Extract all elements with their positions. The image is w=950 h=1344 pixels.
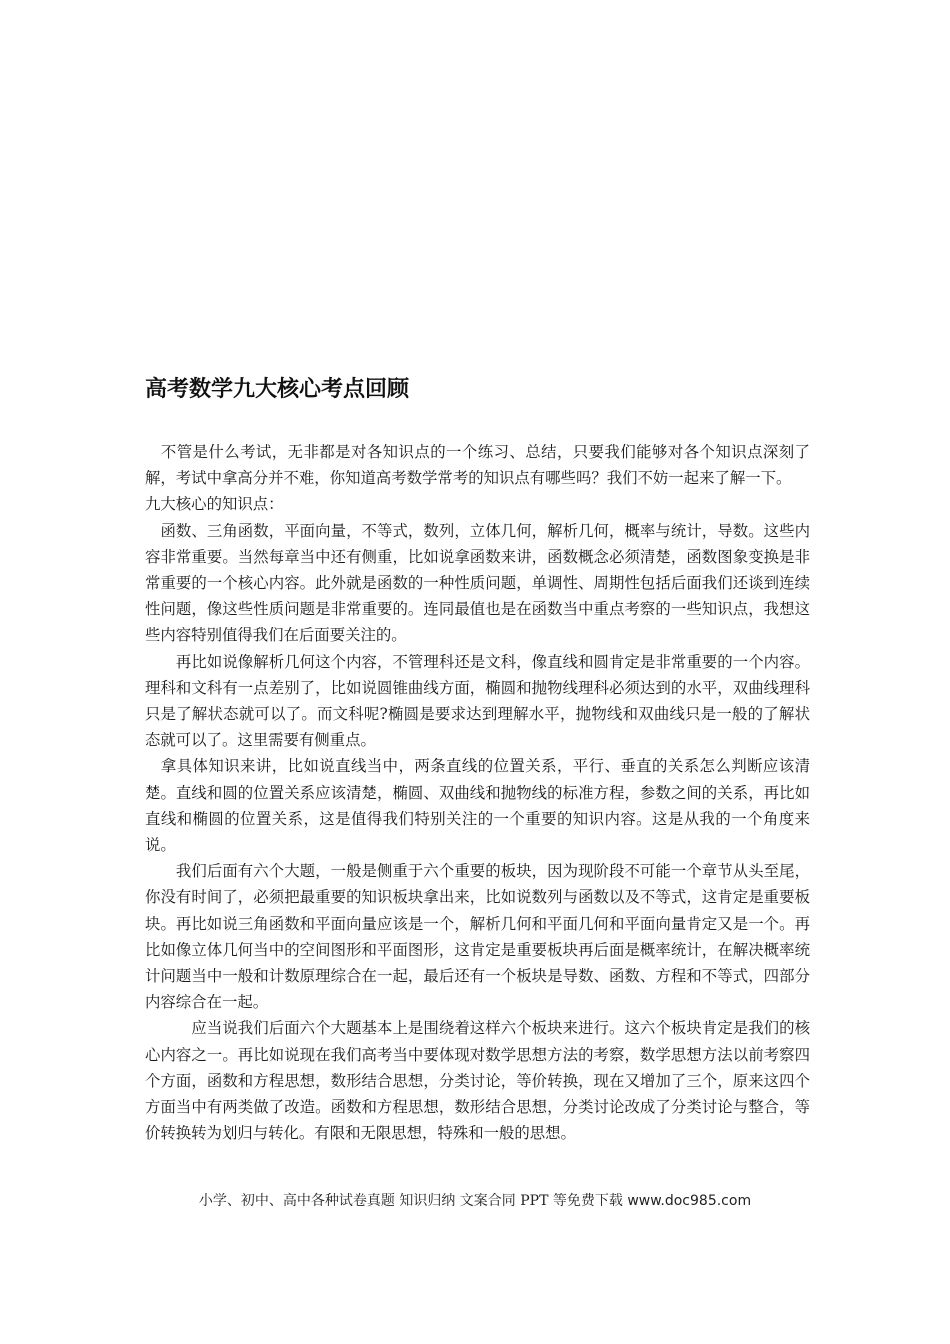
paragraph-analytic-geometry: 再比如说像解析几何这个内容，不管理科还是文科，像直线和圆肯定是非常重要的一个内容。理科和文科有一点差别了，比如说圆锥曲线方面，椭圆和抛物线理科必须达到的水平，双曲线理科只是了解状态就可以了。而文科呢?椭圆是要求达到理解水平，抛物线和双曲线只是一般的了解状态就可以了。这里需要有侧重点。 [145, 652, 810, 750]
paragraph-lines-circles: 拿具体知识来讲，比如说直线当中，两条直线的位置关系，平行、垂直的关系怎么判断应该清楚。直线和圆的位置关系应该清楚，椭圆、双曲线和抛物线的标准方程，参数之间的关系，再比如直线和椭圆的位置关系，这是值得我们特别关注的一个重要的知识内容。这是从我的一个角度来说。 [145, 757, 810, 855]
document-title: 高考数学九大核心考点回顾 [145, 377, 410, 402]
paragraph-intro: 不管是什么考试，无非都是对各知识点的一个练习、总结，只要我们能够对各个知识点深刻了解，考试中拿高分并不难，你知道高考数学常考的知识点有哪些吗？我们不妨一起来了解一下。 [145, 443, 810, 488]
page-footer [0, 1190, 950, 1212]
paragraph-functions: 函数、三角函数，平面向量，不等式，数列，立体几何，解析几何，概率与统计，导数。这些内容非常重要。当然每章当中还有侧重，比如说拿函数来讲，函数概念必须清楚，函数图象变换是非常重要的一个核心内容。此外就是函数的一种性质问题，单调性、周期性包括后面我们还谈到连续性问题，像这些性质问题是非常重要的。连同最值也是在函数当中重点考察的一些知识点，我想这些内容特别值得我们在后面要关注的。 [145, 521, 810, 645]
document-body [145, 439, 810, 1146]
footer-text: 小学、初中、高中各种试卷真题 知识归纳 文案合同 PPT 等免费下载 [198, 1193, 623, 1209]
paragraph-math-thinking: 应当说我们后面六个大题基本上是围绕着这样六个板块来进行。这六个板块肯定是我们的核心内容之一。再比如说现在我们高考当中要体现对数学思想方法的考察，数学思想方法以前考察四个方面，函数和方程思想，数形结合思想，分类讨论，等价转换，现在又增加了三个，原来这四个方面当中有两类做了改造。函数和方程思想，数形结合思想，分类讨论改成了分类讨论与整合，等价转换转为划归与转化。有限和无限思想，特殊和一般的思想。 [145, 1019, 810, 1143]
footer-url[interactable]: www.doc985.com [627, 1193, 752, 1209]
paragraph-heading: 九大核心的知识点： [145, 495, 284, 514]
paragraph-six-topics: 我们后面有六个大题，一般是侧重于六个重要的板块，因为现阶段不可能一个章节从头至尾，你没有时间了，必须把最重要的知识板块拿出来，比如说数列与函数以及不等式，这肯定是重要板块。再比如说三角函数和平面向量应该是一个，解析几何和平面几何和平面向量肯定又是一个。再比如像立体几何当中的空间图形和平面图形，这肯定是重要板块再后面是概率统计，在解决概率统计问题当中一般和计数原理综合在一起，最后还有一个板块是导数、函数、方程和不等式，四部分内容综合在一起。 [145, 862, 810, 1012]
